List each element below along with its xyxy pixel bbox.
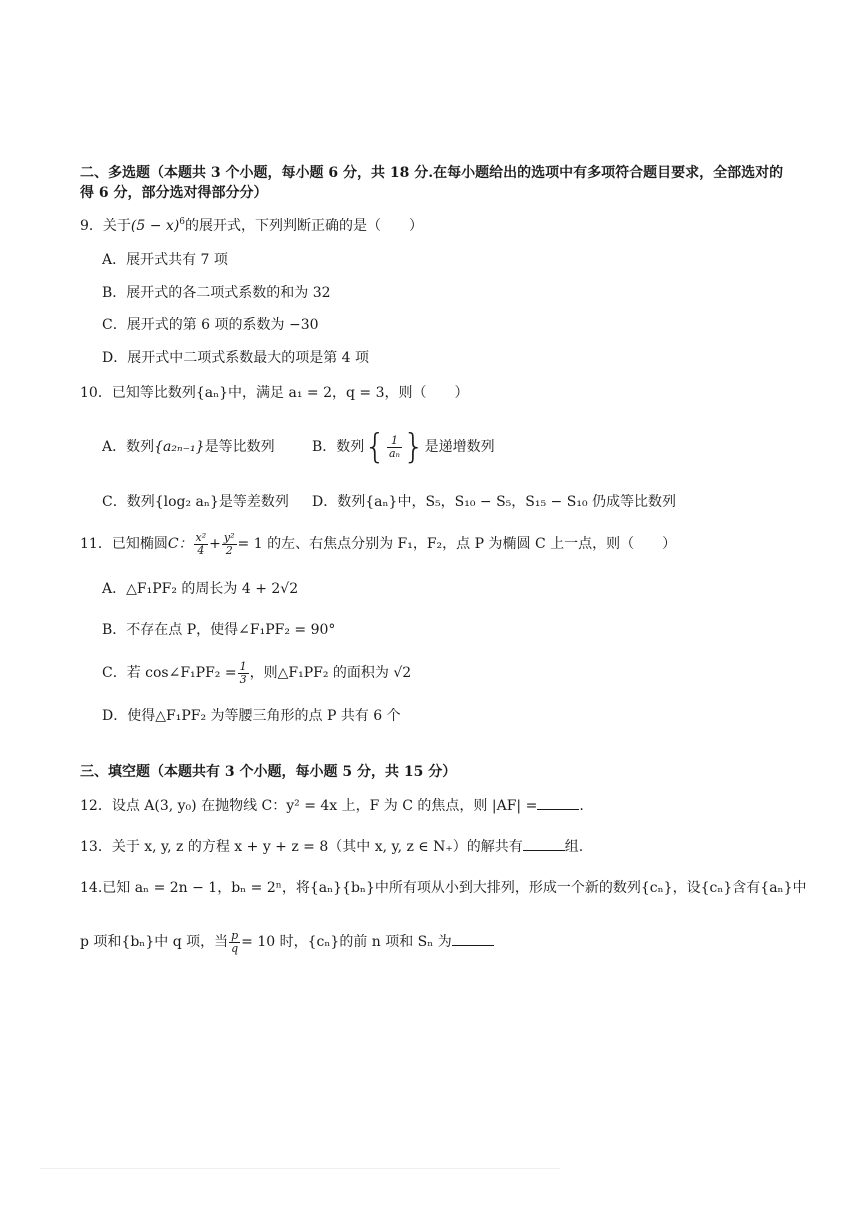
q11-option-c — [102, 656, 411, 690]
q11-f2-num: y² — [223, 530, 235, 544]
q9-option-d: D．展开式中二项式系数最大的项是第 4 项 — [102, 350, 370, 366]
q10-b-left-brace: { — [364, 427, 386, 467]
q11-fraction-x — [194, 532, 209, 557]
q11-c-den: 3 — [239, 672, 247, 686]
q9-post: 的展开式，下列判断正确的是（ ） — [185, 218, 424, 234]
q14-line2-post: = 10 时，{cₙ}的前 n 项和 Sₙ 为 — [241, 934, 452, 950]
question-11-stem — [80, 527, 676, 561]
q10-a-pre: A．数列 — [102, 439, 155, 455]
q11-c: C： — [167, 536, 193, 552]
q10-a-seq: {a₂ₙ₋₁} — [154, 439, 205, 455]
q11-option-a: A．△F₁PF₂ 的周长为 4 + 2√2 — [102, 581, 299, 597]
q9-expr: (5 − x) — [130, 218, 180, 234]
q10-option-b — [312, 427, 495, 467]
q11-f1-den: 4 — [197, 543, 205, 557]
q9-pre: 9．关于 — [80, 218, 131, 234]
q14-num: p — [231, 928, 239, 942]
q10-option-a — [102, 437, 275, 457]
faint-divider — [40, 1168, 560, 1169]
q13-post: 组. — [564, 839, 584, 855]
q9-option-b: B．展开式的各二项式系数的和为 32 — [102, 285, 331, 301]
section2-heading-line2: 得 6 分，部分选对得部分分） — [80, 185, 268, 201]
q11-c-pre: C．若 cos∠F₁PF₂ = — [102, 665, 237, 681]
q13-answer-blank[interactable] — [523, 836, 565, 851]
q11-fraction-y — [222, 532, 237, 557]
q12-answer-blank[interactable] — [537, 795, 579, 810]
q9-option-a: A．展开式共有 7 项 — [102, 252, 228, 268]
q10-b-fraction — [387, 435, 402, 460]
q14-line2-pre: p 项和{bₙ}中 q 项，当 — [80, 934, 229, 950]
question-14-line1: 14.已知 aₙ = 2n − 1，bₙ = 2ⁿ，将{aₙ}{bₙ}中所有项从小到大排列，形成一个新的数列{cₙ}，设{cₙ}含有{aₙ}中 — [80, 880, 807, 896]
section2-heading-line1: 二、多选题（本题共 3 个小题，每小题 6 分，共 18 分.在每小题给出的选项中有多项符合题目要求，全部选对的 — [80, 165, 784, 181]
q11-f1-num: x² — [195, 530, 207, 544]
q14-den: q — [231, 941, 239, 955]
q11-c-fraction — [238, 661, 249, 686]
q11-pre: 11．已知椭圆 — [80, 536, 168, 552]
q12-pre: 12．设点 A(3, y₀) 在抛物线 C：y² = 4x 上，F 为 C 的焦点，则 |AF| = — [80, 798, 538, 814]
q12-post: . — [579, 798, 584, 814]
q11-c-post: ，则△F₁PF₂ 的面积为 √2 — [249, 665, 412, 681]
q10-a-post: 是等比数列 — [204, 439, 275, 455]
q11-option-d: D．使得△F₁PF₂ 为等腰三角形的点 P 共有 6 个 — [102, 708, 401, 724]
q9-option-c: C．展开式的第 6 项的系数为 −30 — [102, 317, 319, 333]
question-12 — [80, 795, 584, 816]
q13-pre: 13．关于 x, y, z 的方程 x + y + z = 8（其中 x, y, z ∈ N₊）的解共有 — [80, 839, 523, 855]
q9-exp: 6 — [179, 217, 186, 227]
q11-c-num: 1 — [239, 659, 247, 673]
q14-fraction — [229, 930, 240, 955]
question-9-stem — [80, 212, 423, 236]
question-10-stem: 10．已知等比数列{aₙ}中，满足 a₁ = 2，q = 3，则（ ） — [80, 385, 469, 401]
q11-option-b: B．不存在点 P，使得∠F₁PF₂ = 90° — [102, 622, 336, 638]
q10-b-pre: B．数列 — [312, 439, 365, 455]
q10-b-right-brace: } — [402, 427, 425, 467]
section3-heading: 三、填空题（本题共有 3 个小题，每小题 5 分，共 15 分） — [80, 764, 457, 780]
question-13 — [80, 836, 583, 857]
q11-f2-den: 2 — [225, 543, 233, 557]
q10-b-num: 1 — [387, 435, 402, 448]
q11-plus: + — [209, 536, 221, 552]
q10-b-post: 是递增数列 — [424, 439, 495, 455]
q10-option-c: C．数列{log₂ aₙ}是等差数列 — [102, 494, 289, 510]
q10-option-d: D．数列{aₙ}中，S₅，S₁₀ − S₅，S₁₅ − S₁₀ 仍成等比数列 — [312, 494, 677, 510]
q10-b-den: aₙ — [388, 446, 400, 460]
q14-answer-blank[interactable] — [452, 931, 494, 946]
q11-post: = 1 的左、右焦点分别为 F₁，F₂，点 P 为椭圆 C 上一点，则（ ） — [237, 536, 677, 552]
question-14-line2 — [80, 925, 494, 959]
